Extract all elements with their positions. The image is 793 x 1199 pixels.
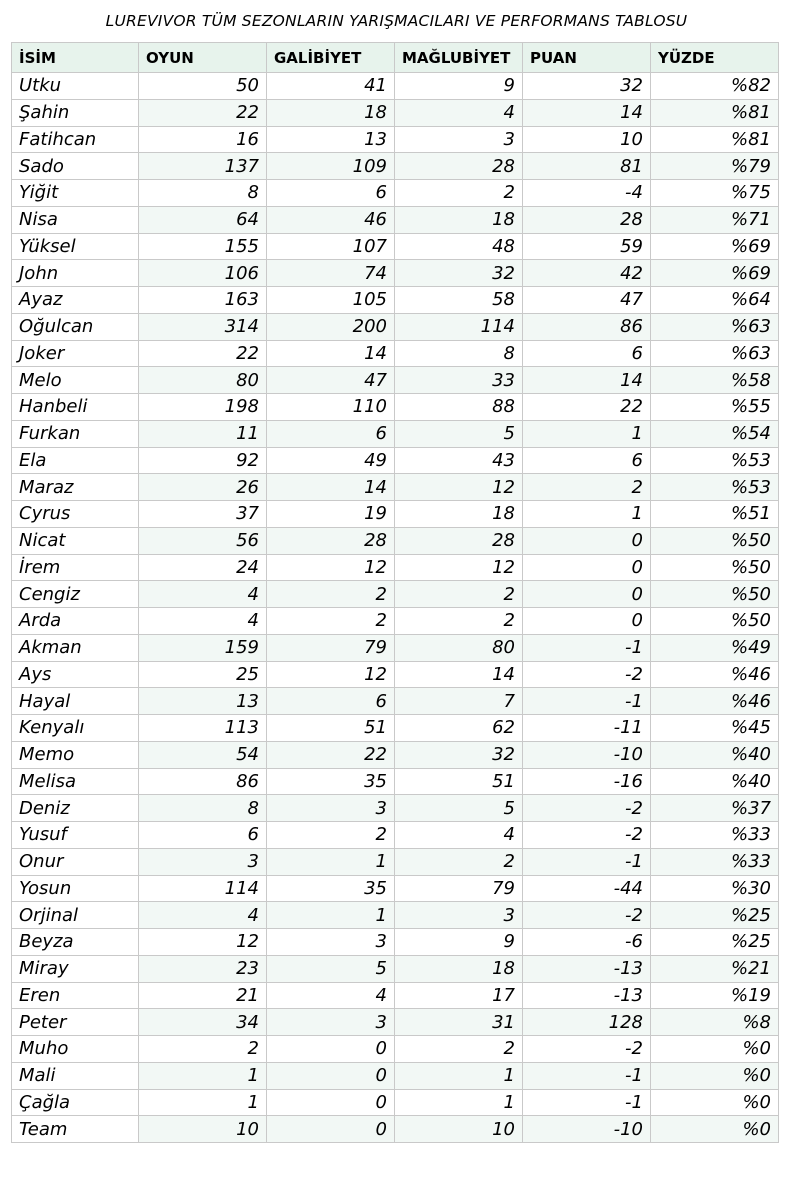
table-row — [12, 340, 779, 367]
cell-percent: %40 — [651, 768, 779, 795]
cell-games: 80 — [139, 367, 267, 394]
table-header-row — [12, 43, 779, 73]
cell-wins: 6 — [267, 688, 395, 715]
table-row — [12, 206, 779, 233]
table-row — [12, 367, 779, 394]
table-row — [12, 795, 779, 822]
cell-games: 50 — [139, 73, 267, 100]
cell-percent: %50 — [651, 581, 779, 608]
performance-table — [11, 42, 779, 1143]
table-row — [12, 955, 779, 982]
cell-losses: 88 — [395, 394, 523, 421]
cell-points: 6 — [523, 447, 651, 474]
cell-wins: 0 — [267, 1036, 395, 1063]
cell-percent: %8 — [651, 1009, 779, 1036]
cell-wins: 2 — [267, 822, 395, 849]
cell-percent: %30 — [651, 875, 779, 902]
cell-games: 11 — [139, 420, 267, 447]
cell-name: Orjinal — [12, 902, 139, 929]
cell-percent: %40 — [651, 741, 779, 768]
cell-percent: %19 — [651, 982, 779, 1009]
cell-games: 6 — [139, 822, 267, 849]
cell-losses: 62 — [395, 715, 523, 742]
cell-percent: %46 — [651, 688, 779, 715]
cell-losses: 3 — [395, 902, 523, 929]
cell-percent: %64 — [651, 287, 779, 314]
cell-name: Beyza — [12, 929, 139, 956]
cell-games: 25 — [139, 661, 267, 688]
cell-points: 0 — [523, 608, 651, 635]
cell-name: Yüksel — [12, 233, 139, 260]
table-row — [12, 768, 779, 795]
cell-games: 34 — [139, 1009, 267, 1036]
cell-losses: 4 — [395, 99, 523, 126]
table-row — [12, 1062, 779, 1089]
cell-points: -1 — [523, 1089, 651, 1116]
cell-percent: %54 — [651, 420, 779, 447]
cell-games: 86 — [139, 768, 267, 795]
cell-points: 1 — [523, 420, 651, 447]
cell-points: -2 — [523, 822, 651, 849]
table-row — [12, 608, 779, 635]
cell-points: -2 — [523, 661, 651, 688]
cell-wins: 47 — [267, 367, 395, 394]
cell-name: Arda — [12, 608, 139, 635]
cell-points: -13 — [523, 982, 651, 1009]
cell-wins: 19 — [267, 501, 395, 528]
cell-losses: 33 — [395, 367, 523, 394]
cell-points: 14 — [523, 99, 651, 126]
cell-wins: 4 — [267, 982, 395, 1009]
header-losses: MAĞLUBİYET — [395, 43, 523, 73]
cell-points: -2 — [523, 1036, 651, 1063]
cell-wins: 3 — [267, 929, 395, 956]
table-row — [12, 313, 779, 340]
cell-games: 198 — [139, 394, 267, 421]
cell-points: -2 — [523, 902, 651, 929]
cell-name: Oğulcan — [12, 313, 139, 340]
cell-losses: 114 — [395, 313, 523, 340]
cell-points: 59 — [523, 233, 651, 260]
cell-points: -16 — [523, 768, 651, 795]
table-row — [12, 1036, 779, 1063]
cell-games: 22 — [139, 99, 267, 126]
cell-name: Deniz — [12, 795, 139, 822]
cell-games: 54 — [139, 741, 267, 768]
cell-percent: %53 — [651, 447, 779, 474]
cell-percent: %49 — [651, 634, 779, 661]
cell-points: -44 — [523, 875, 651, 902]
table-row — [12, 126, 779, 153]
table-row — [12, 474, 779, 501]
table-row — [12, 287, 779, 314]
cell-losses: 7 — [395, 688, 523, 715]
cell-points: -1 — [523, 688, 651, 715]
cell-percent: %79 — [651, 153, 779, 180]
cell-wins: 1 — [267, 848, 395, 875]
cell-percent: %63 — [651, 340, 779, 367]
cell-games: 24 — [139, 554, 267, 581]
table-row — [12, 715, 779, 742]
cell-wins: 79 — [267, 634, 395, 661]
cell-wins: 110 — [267, 394, 395, 421]
cell-points: 42 — [523, 260, 651, 287]
cell-losses: 48 — [395, 233, 523, 260]
cell-losses: 14 — [395, 661, 523, 688]
cell-points: 0 — [523, 527, 651, 554]
cell-name: Miray — [12, 955, 139, 982]
table-row — [12, 581, 779, 608]
cell-wins: 49 — [267, 447, 395, 474]
cell-games: 163 — [139, 287, 267, 314]
table-row — [12, 688, 779, 715]
table-row — [12, 554, 779, 581]
cell-wins: 28 — [267, 527, 395, 554]
cell-points: -10 — [523, 1116, 651, 1143]
cell-percent: %81 — [651, 126, 779, 153]
cell-points: -2 — [523, 795, 651, 822]
cell-percent: %58 — [651, 367, 779, 394]
cell-wins: 14 — [267, 474, 395, 501]
cell-losses: 32 — [395, 260, 523, 287]
cell-name: Ays — [12, 661, 139, 688]
table-row — [12, 394, 779, 421]
table-row — [12, 1116, 779, 1143]
cell-name: Peter — [12, 1009, 139, 1036]
cell-name: Hanbeli — [12, 394, 139, 421]
cell-losses: 2 — [395, 581, 523, 608]
cell-name: Yosun — [12, 875, 139, 902]
cell-points: -1 — [523, 634, 651, 661]
cell-points: 0 — [523, 581, 651, 608]
cell-losses: 32 — [395, 741, 523, 768]
cell-points: 10 — [523, 126, 651, 153]
cell-wins: 0 — [267, 1116, 395, 1143]
cell-name: Utku — [12, 73, 139, 100]
cell-losses: 5 — [395, 795, 523, 822]
cell-name: Kenyalı — [12, 715, 139, 742]
cell-losses: 2 — [395, 848, 523, 875]
cell-losses: 18 — [395, 206, 523, 233]
cell-games: 13 — [139, 688, 267, 715]
cell-points: -10 — [523, 741, 651, 768]
cell-name: Melo — [12, 367, 139, 394]
cell-losses: 31 — [395, 1009, 523, 1036]
cell-points: 47 — [523, 287, 651, 314]
cell-percent: %50 — [651, 608, 779, 635]
cell-name: Sado — [12, 153, 139, 180]
table-row — [12, 73, 779, 100]
cell-percent: %50 — [651, 554, 779, 581]
cell-percent: %55 — [651, 394, 779, 421]
cell-name: Melisa — [12, 768, 139, 795]
cell-name: Ela — [12, 447, 139, 474]
cell-losses: 58 — [395, 287, 523, 314]
cell-games: 10 — [139, 1116, 267, 1143]
cell-losses: 9 — [395, 929, 523, 956]
cell-percent: %75 — [651, 180, 779, 207]
cell-wins: 0 — [267, 1062, 395, 1089]
cell-wins: 13 — [267, 126, 395, 153]
cell-wins: 22 — [267, 741, 395, 768]
cell-games: 4 — [139, 581, 267, 608]
cell-points: 6 — [523, 340, 651, 367]
cell-games: 16 — [139, 126, 267, 153]
page-title: LUREVIVOR TÜM SEZONLARIN YARIŞMACILARI VE PERFORMANS TABLOSU — [105, 12, 688, 30]
cell-points: 1 — [523, 501, 651, 528]
cell-losses: 2 — [395, 608, 523, 635]
cell-percent: %25 — [651, 929, 779, 956]
cell-name: Muho — [12, 1036, 139, 1063]
cell-name: Cengiz — [12, 581, 139, 608]
cell-name: Şahin — [12, 99, 139, 126]
cell-points: 14 — [523, 367, 651, 394]
table-row — [12, 99, 779, 126]
cell-games: 26 — [139, 474, 267, 501]
cell-games: 137 — [139, 153, 267, 180]
table-row — [12, 180, 779, 207]
table-row — [12, 420, 779, 447]
cell-percent: %33 — [651, 848, 779, 875]
cell-percent: %53 — [651, 474, 779, 501]
table-row — [12, 501, 779, 528]
table-row — [12, 260, 779, 287]
cell-games: 4 — [139, 608, 267, 635]
cell-name: Memo — [12, 741, 139, 768]
cell-games: 12 — [139, 929, 267, 956]
cell-wins: 5 — [267, 955, 395, 982]
cell-percent: %69 — [651, 260, 779, 287]
cell-wins: 12 — [267, 554, 395, 581]
cell-losses: 10 — [395, 1116, 523, 1143]
cell-name: Çağla — [12, 1089, 139, 1116]
cell-wins: 2 — [267, 581, 395, 608]
cell-games: 22 — [139, 340, 267, 367]
cell-percent: %25 — [651, 902, 779, 929]
cell-wins: 12 — [267, 661, 395, 688]
cell-points: -1 — [523, 848, 651, 875]
cell-losses: 17 — [395, 982, 523, 1009]
cell-wins: 2 — [267, 608, 395, 635]
cell-points: 28 — [523, 206, 651, 233]
cell-games: 314 — [139, 313, 267, 340]
table-row — [12, 233, 779, 260]
cell-wins: 200 — [267, 313, 395, 340]
cell-losses: 12 — [395, 474, 523, 501]
cell-name: Maraz — [12, 474, 139, 501]
cell-percent: %63 — [651, 313, 779, 340]
cell-wins: 14 — [267, 340, 395, 367]
cell-wins: 6 — [267, 420, 395, 447]
cell-wins: 0 — [267, 1089, 395, 1116]
cell-points: 128 — [523, 1009, 651, 1036]
table-row — [12, 875, 779, 902]
cell-losses: 1 — [395, 1062, 523, 1089]
cell-percent: %50 — [651, 527, 779, 554]
cell-name: Cyrus — [12, 501, 139, 528]
cell-losses: 28 — [395, 153, 523, 180]
header-name: İSİM — [12, 43, 139, 73]
table-row — [12, 822, 779, 849]
cell-wins: 74 — [267, 260, 395, 287]
cell-percent: %45 — [651, 715, 779, 742]
cell-points: -13 — [523, 955, 651, 982]
cell-points: 32 — [523, 73, 651, 100]
cell-points: 2 — [523, 474, 651, 501]
cell-losses: 18 — [395, 955, 523, 982]
cell-games: 8 — [139, 180, 267, 207]
cell-games: 64 — [139, 206, 267, 233]
table-row — [12, 1089, 779, 1116]
cell-losses: 79 — [395, 875, 523, 902]
cell-points: 0 — [523, 554, 651, 581]
cell-name: Mali — [12, 1062, 139, 1089]
cell-points: -4 — [523, 180, 651, 207]
cell-name: Nicat — [12, 527, 139, 554]
cell-wins: 1 — [267, 902, 395, 929]
cell-wins: 3 — [267, 795, 395, 822]
cell-percent: %46 — [651, 661, 779, 688]
cell-percent: %0 — [651, 1089, 779, 1116]
cell-losses: 2 — [395, 1036, 523, 1063]
cell-losses: 18 — [395, 501, 523, 528]
table-row — [12, 447, 779, 474]
cell-wins: 46 — [267, 206, 395, 233]
cell-games: 92 — [139, 447, 267, 474]
cell-games: 159 — [139, 634, 267, 661]
cell-name: Eren — [12, 982, 139, 1009]
cell-losses: 5 — [395, 420, 523, 447]
cell-wins: 3 — [267, 1009, 395, 1036]
cell-points: 22 — [523, 394, 651, 421]
cell-percent: %37 — [651, 795, 779, 822]
cell-name: Joker — [12, 340, 139, 367]
cell-losses: 2 — [395, 180, 523, 207]
table-row — [12, 741, 779, 768]
cell-percent: %21 — [651, 955, 779, 982]
cell-name: Akman — [12, 634, 139, 661]
cell-percent: %33 — [651, 822, 779, 849]
cell-name: Onur — [12, 848, 139, 875]
header-percent: YÜZDE — [651, 43, 779, 73]
cell-losses: 8 — [395, 340, 523, 367]
cell-wins: 18 — [267, 99, 395, 126]
header-wins: GALİBİYET — [267, 43, 395, 73]
cell-name: Furkan — [12, 420, 139, 447]
cell-losses: 80 — [395, 634, 523, 661]
cell-wins: 6 — [267, 180, 395, 207]
cell-percent: %81 — [651, 99, 779, 126]
table-row — [12, 661, 779, 688]
table-row — [12, 634, 779, 661]
cell-losses: 9 — [395, 73, 523, 100]
cell-losses: 43 — [395, 447, 523, 474]
cell-losses: 4 — [395, 822, 523, 849]
cell-points: -1 — [523, 1062, 651, 1089]
table-row — [12, 527, 779, 554]
table-row — [12, 902, 779, 929]
cell-name: Team — [12, 1116, 139, 1143]
table-row — [12, 982, 779, 1009]
cell-games: 155 — [139, 233, 267, 260]
cell-points: 86 — [523, 313, 651, 340]
cell-games: 106 — [139, 260, 267, 287]
cell-wins: 107 — [267, 233, 395, 260]
cell-games: 1 — [139, 1062, 267, 1089]
cell-percent: %0 — [651, 1116, 779, 1143]
cell-wins: 105 — [267, 287, 395, 314]
cell-games: 4 — [139, 902, 267, 929]
cell-percent: %51 — [651, 501, 779, 528]
cell-name: Yusuf — [12, 822, 139, 849]
cell-games: 56 — [139, 527, 267, 554]
table-row — [12, 153, 779, 180]
cell-name: Fatihcan — [12, 126, 139, 153]
cell-points: -11 — [523, 715, 651, 742]
header-points: PUAN — [523, 43, 651, 73]
cell-losses: 1 — [395, 1089, 523, 1116]
cell-points: -6 — [523, 929, 651, 956]
cell-percent: %82 — [651, 73, 779, 100]
cell-losses: 28 — [395, 527, 523, 554]
cell-games: 21 — [139, 982, 267, 1009]
cell-games: 23 — [139, 955, 267, 982]
cell-losses: 3 — [395, 126, 523, 153]
cell-games: 37 — [139, 501, 267, 528]
cell-name: John — [12, 260, 139, 287]
cell-name: İrem — [12, 554, 139, 581]
cell-wins: 109 — [267, 153, 395, 180]
cell-percent: %0 — [651, 1062, 779, 1089]
cell-percent: %71 — [651, 206, 779, 233]
table-row — [12, 1009, 779, 1036]
table-row — [12, 848, 779, 875]
cell-games: 8 — [139, 795, 267, 822]
cell-name: Ayaz — [12, 287, 139, 314]
cell-wins: 35 — [267, 875, 395, 902]
cell-games: 1 — [139, 1089, 267, 1116]
cell-wins: 41 — [267, 73, 395, 100]
cell-games: 2 — [139, 1036, 267, 1063]
cell-name: Hayal — [12, 688, 139, 715]
cell-wins: 51 — [267, 715, 395, 742]
cell-points: 81 — [523, 153, 651, 180]
cell-games: 3 — [139, 848, 267, 875]
table-row — [12, 929, 779, 956]
cell-name: Nisa — [12, 206, 139, 233]
cell-games: 114 — [139, 875, 267, 902]
cell-games: 113 — [139, 715, 267, 742]
cell-percent: %69 — [651, 233, 779, 260]
cell-losses: 12 — [395, 554, 523, 581]
cell-percent: %0 — [651, 1036, 779, 1063]
cell-name: Yiğit — [12, 180, 139, 207]
header-games: OYUN — [139, 43, 267, 73]
cell-losses: 51 — [395, 768, 523, 795]
cell-wins: 35 — [267, 768, 395, 795]
